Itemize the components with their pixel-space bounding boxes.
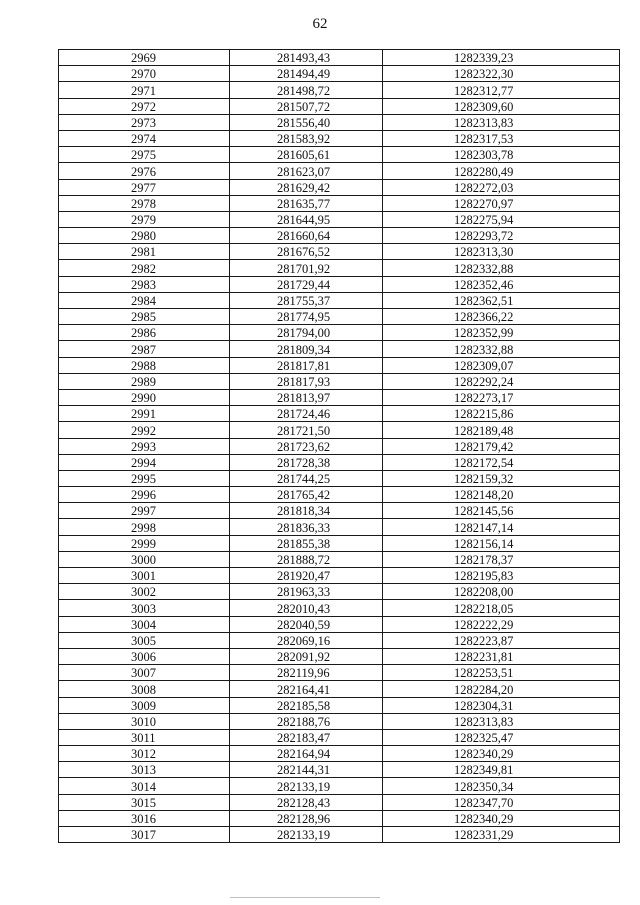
table-row: [59, 98, 620, 114]
y-coordinate-cell: 1282352,99: [383, 325, 620, 341]
x-coordinate-cell: 281794,00: [230, 325, 383, 341]
x-coordinate-cell: 281583,92: [230, 130, 383, 146]
table-row: [59, 260, 620, 276]
point-number-cell: 2985: [59, 309, 230, 325]
bottom-rule: [230, 897, 380, 898]
x-coordinate-cell: 282133,19: [230, 778, 383, 794]
table-row: [59, 632, 620, 648]
y-coordinate-cell: 1282332,88: [383, 341, 620, 357]
point-number-cell: 3001: [59, 568, 230, 584]
point-number-cell: 3007: [59, 665, 230, 681]
table-row: [59, 163, 620, 179]
point-number-cell: 2981: [59, 244, 230, 260]
y-coordinate-cell: 1282347,70: [383, 794, 620, 810]
y-coordinate-cell: 1282309,07: [383, 357, 620, 373]
y-coordinate-cell: 1282147,14: [383, 519, 620, 535]
x-coordinate-cell: 282133,19: [230, 827, 383, 843]
y-coordinate-cell: 1282280,49: [383, 163, 620, 179]
point-number-cell: 3005: [59, 632, 230, 648]
point-number-cell: 3000: [59, 551, 230, 567]
table-row: [59, 195, 620, 211]
table-row: [59, 130, 620, 146]
y-coordinate-cell: 1282303,78: [383, 147, 620, 163]
y-coordinate-cell: 1282350,34: [383, 778, 620, 794]
table-row: [59, 341, 620, 357]
y-coordinate-cell: 1282218,05: [383, 600, 620, 616]
y-coordinate-cell: 1282339,23: [383, 50, 620, 66]
y-coordinate-cell: 1282223,87: [383, 632, 620, 648]
point-number-cell: 2984: [59, 292, 230, 308]
y-coordinate-cell: 1282208,00: [383, 584, 620, 600]
table-row: [59, 276, 620, 292]
table-row: [59, 810, 620, 826]
table-row: [59, 228, 620, 244]
table-row: [59, 373, 620, 389]
point-number-cell: 3012: [59, 746, 230, 762]
x-coordinate-cell: 281774,95: [230, 309, 383, 325]
x-coordinate-cell: 281755,37: [230, 292, 383, 308]
x-coordinate-cell: 282091,92: [230, 648, 383, 664]
point-number-cell: 2990: [59, 389, 230, 405]
table-row: [59, 422, 620, 438]
y-coordinate-cell: 1282317,53: [383, 130, 620, 146]
point-number-cell: 2975: [59, 147, 230, 163]
point-number-cell: 2998: [59, 519, 230, 535]
y-coordinate-cell: 1282313,83: [383, 713, 620, 729]
x-coordinate-cell: 281817,81: [230, 357, 383, 373]
x-coordinate-cell: 281818,34: [230, 503, 383, 519]
x-coordinate-cell: 281809,34: [230, 341, 383, 357]
point-number-cell: 2978: [59, 195, 230, 211]
point-number-cell: 3017: [59, 827, 230, 843]
x-coordinate-cell: 281498,72: [230, 82, 383, 98]
point-number-cell: 3016: [59, 810, 230, 826]
table-row: [59, 325, 620, 341]
y-coordinate-cell: 1282309,60: [383, 98, 620, 114]
y-coordinate-cell: 1282304,31: [383, 697, 620, 713]
point-number-cell: 3010: [59, 713, 230, 729]
x-coordinate-cell: 281721,50: [230, 422, 383, 438]
table-row: [59, 309, 620, 325]
y-coordinate-cell: 1282231,81: [383, 648, 620, 664]
y-coordinate-cell: 1282159,32: [383, 470, 620, 486]
table-row: [59, 600, 620, 616]
table-row: [59, 762, 620, 778]
point-number-cell: 2997: [59, 503, 230, 519]
point-number-cell: 2972: [59, 98, 230, 114]
y-coordinate-cell: 1282366,22: [383, 309, 620, 325]
point-number-cell: 2970: [59, 66, 230, 82]
y-coordinate-cell: 1282332,88: [383, 260, 620, 276]
y-coordinate-cell: 1282284,20: [383, 681, 620, 697]
point-number-cell: 2974: [59, 130, 230, 146]
point-number-cell: 2976: [59, 163, 230, 179]
x-coordinate-cell: 281507,72: [230, 98, 383, 114]
table-row: [59, 648, 620, 664]
x-coordinate-cell: 281836,33: [230, 519, 383, 535]
point-number-cell: 2995: [59, 470, 230, 486]
table-row: [59, 665, 620, 681]
point-number-cell: 3006: [59, 648, 230, 664]
y-coordinate-cell: 1282352,46: [383, 276, 620, 292]
point-number-cell: 2994: [59, 454, 230, 470]
x-coordinate-cell: 281855,38: [230, 535, 383, 551]
x-coordinate-cell: 281494,49: [230, 66, 383, 82]
table-row: [59, 729, 620, 745]
point-number-cell: 3009: [59, 697, 230, 713]
x-coordinate-cell: 281744,25: [230, 470, 383, 486]
table-row: [59, 389, 620, 405]
point-number-cell: 2977: [59, 179, 230, 195]
y-coordinate-cell: 1282148,20: [383, 487, 620, 503]
x-coordinate-cell: 281644,95: [230, 211, 383, 227]
table-row: [59, 292, 620, 308]
point-number-cell: 2989: [59, 373, 230, 389]
table-row: [59, 244, 620, 260]
x-coordinate-cell: 281493,43: [230, 50, 383, 66]
point-number-cell: 2993: [59, 438, 230, 454]
table-row: [59, 794, 620, 810]
table-row: [59, 697, 620, 713]
y-coordinate-cell: 1282172,54: [383, 454, 620, 470]
point-number-cell: 3004: [59, 616, 230, 632]
table-row: [59, 114, 620, 130]
table-row: [59, 179, 620, 195]
y-coordinate-cell: 1282253,51: [383, 665, 620, 681]
point-number-cell: 2971: [59, 82, 230, 98]
table-row: [59, 438, 620, 454]
point-number-cell: 3015: [59, 794, 230, 810]
y-coordinate-cell: 1282189,48: [383, 422, 620, 438]
y-coordinate-cell: 1282293,72: [383, 228, 620, 244]
x-coordinate-cell: 282183,47: [230, 729, 383, 745]
point-number-cell: 3014: [59, 778, 230, 794]
point-number-cell: 3002: [59, 584, 230, 600]
x-coordinate-cell: 281723,62: [230, 438, 383, 454]
x-coordinate-cell: 282010,43: [230, 600, 383, 616]
x-coordinate-cell: 282185,58: [230, 697, 383, 713]
x-coordinate-cell: 281605,61: [230, 147, 383, 163]
x-coordinate-cell: 281728,38: [230, 454, 383, 470]
x-coordinate-cell: 282128,43: [230, 794, 383, 810]
point-number-cell: 2987: [59, 341, 230, 357]
y-coordinate-cell: 1282340,29: [383, 746, 620, 762]
table-row: [59, 713, 620, 729]
x-coordinate-cell: 282119,96: [230, 665, 383, 681]
point-number-cell: 2982: [59, 260, 230, 276]
x-coordinate-cell: 282164,41: [230, 681, 383, 697]
y-coordinate-cell: 1282325,47: [383, 729, 620, 745]
x-coordinate-cell: 282144,31: [230, 762, 383, 778]
table-row: [59, 82, 620, 98]
x-coordinate-cell: 282069,16: [230, 632, 383, 648]
coordinates-table-body: [59, 50, 620, 843]
page-number: 62: [312, 16, 328, 32]
table-row: [59, 406, 620, 422]
table-row: [59, 519, 620, 535]
y-coordinate-cell: 1282331,29: [383, 827, 620, 843]
point-number-cell: 2988: [59, 357, 230, 373]
point-number-cell: 2969: [59, 50, 230, 66]
y-coordinate-cell: 1282340,29: [383, 810, 620, 826]
table-row: [59, 487, 620, 503]
coordinates-table: [58, 49, 620, 843]
y-coordinate-cell: 1282275,94: [383, 211, 620, 227]
point-number-cell: 2991: [59, 406, 230, 422]
y-coordinate-cell: 1282272,03: [383, 179, 620, 195]
table-row: [59, 454, 620, 470]
y-coordinate-cell: 1282273,17: [383, 389, 620, 405]
x-coordinate-cell: 281701,92: [230, 260, 383, 276]
table-row: [59, 357, 620, 373]
table-row: [59, 778, 620, 794]
x-coordinate-cell: 281920,47: [230, 568, 383, 584]
point-number-cell: 3008: [59, 681, 230, 697]
table-row: [59, 681, 620, 697]
y-coordinate-cell: 1282349,81: [383, 762, 620, 778]
y-coordinate-cell: 1282145,56: [383, 503, 620, 519]
table-row: [59, 503, 620, 519]
x-coordinate-cell: 281963,33: [230, 584, 383, 600]
table-row: [59, 470, 620, 486]
point-number-cell: 3011: [59, 729, 230, 745]
x-coordinate-cell: 281765,42: [230, 487, 383, 503]
x-coordinate-cell: 281660,64: [230, 228, 383, 244]
y-coordinate-cell: 1282222,29: [383, 616, 620, 632]
y-coordinate-cell: 1282215,86: [383, 406, 620, 422]
y-coordinate-cell: 1282313,30: [383, 244, 620, 260]
x-coordinate-cell: 281724,46: [230, 406, 383, 422]
x-coordinate-cell: 281556,40: [230, 114, 383, 130]
table-row: [59, 616, 620, 632]
table-row: [59, 66, 620, 82]
y-coordinate-cell: 1282322,30: [383, 66, 620, 82]
table-row: [59, 50, 620, 66]
y-coordinate-cell: 1282195,83: [383, 568, 620, 584]
x-coordinate-cell: 282040,59: [230, 616, 383, 632]
point-number-cell: 2979: [59, 211, 230, 227]
x-coordinate-cell: 281817,93: [230, 373, 383, 389]
point-number-cell: 2996: [59, 487, 230, 503]
table-row: [59, 568, 620, 584]
point-number-cell: 2986: [59, 325, 230, 341]
y-coordinate-cell: 1282270,97: [383, 195, 620, 211]
point-number-cell: 3013: [59, 762, 230, 778]
x-coordinate-cell: 281629,42: [230, 179, 383, 195]
table-row: [59, 827, 620, 843]
y-coordinate-cell: 1282156,14: [383, 535, 620, 551]
y-coordinate-cell: 1282362,51: [383, 292, 620, 308]
x-coordinate-cell: 281888,72: [230, 551, 383, 567]
table-row: [59, 211, 620, 227]
y-coordinate-cell: 1282312,77: [383, 82, 620, 98]
y-coordinate-cell: 1282313,83: [383, 114, 620, 130]
y-coordinate-cell: 1282179,42: [383, 438, 620, 454]
point-number-cell: 2973: [59, 114, 230, 130]
x-coordinate-cell: 282188,76: [230, 713, 383, 729]
x-coordinate-cell: 281813,97: [230, 389, 383, 405]
x-coordinate-cell: 282128,96: [230, 810, 383, 826]
x-coordinate-cell: 281676,52: [230, 244, 383, 260]
table-row: [59, 551, 620, 567]
table-row: [59, 147, 620, 163]
x-coordinate-cell: 282164,94: [230, 746, 383, 762]
y-coordinate-cell: 1282292,24: [383, 373, 620, 389]
x-coordinate-cell: 281623,07: [230, 163, 383, 179]
y-coordinate-cell: 1282178,37: [383, 551, 620, 567]
point-number-cell: 2999: [59, 535, 230, 551]
x-coordinate-cell: 281729,44: [230, 276, 383, 292]
x-coordinate-cell: 281635,77: [230, 195, 383, 211]
point-number-cell: 2983: [59, 276, 230, 292]
table-row: [59, 746, 620, 762]
table-row: [59, 584, 620, 600]
point-number-cell: 2992: [59, 422, 230, 438]
point-number-cell: 3003: [59, 600, 230, 616]
point-number-cell: 2980: [59, 228, 230, 244]
table-row: [59, 535, 620, 551]
